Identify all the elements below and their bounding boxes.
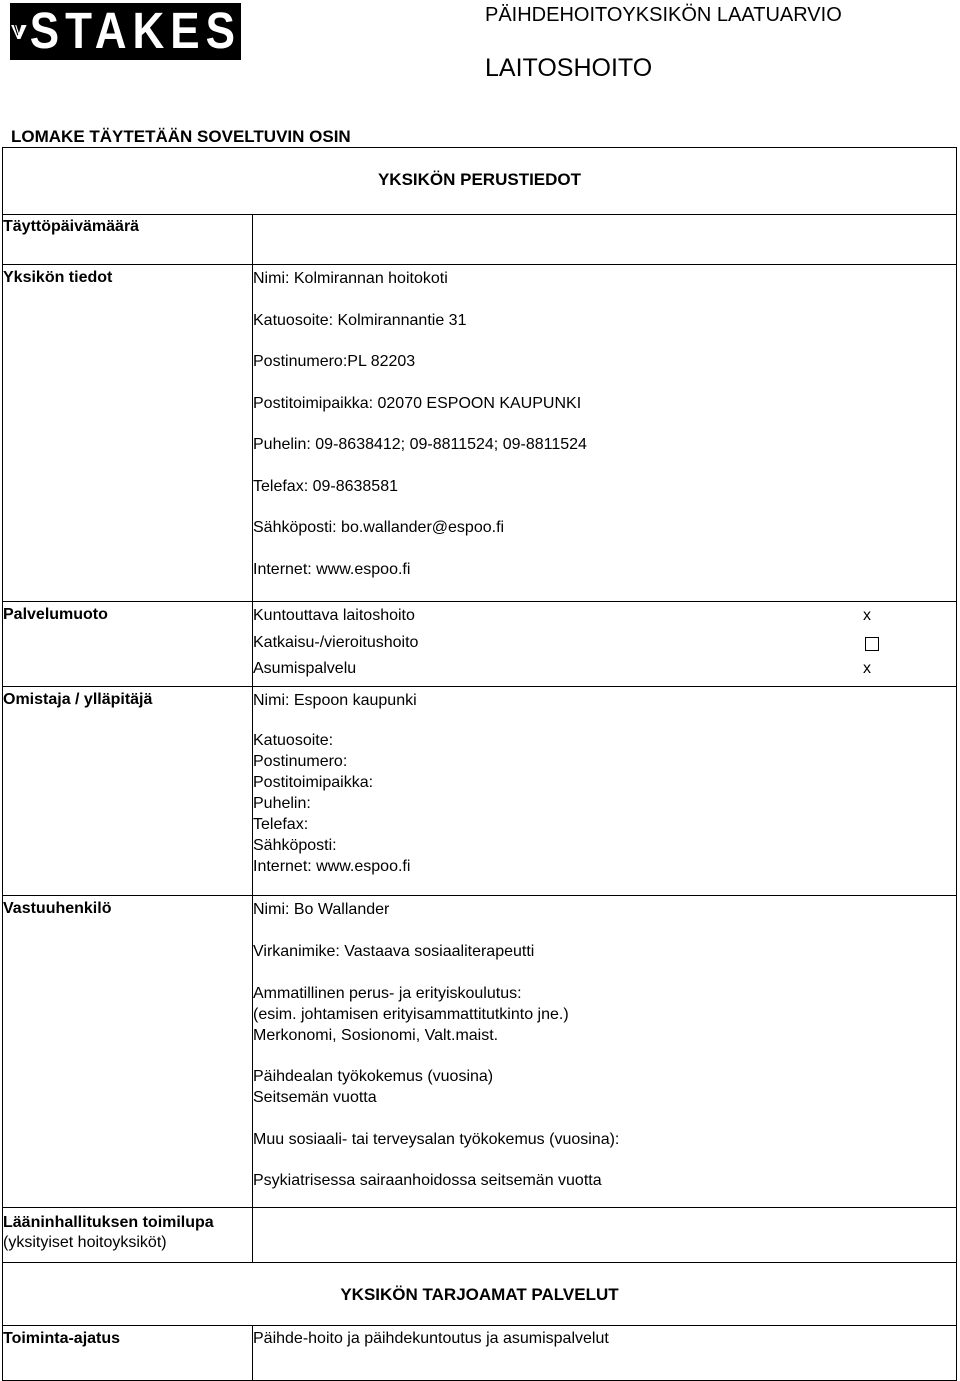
- unit-postal: Postinumero:PL 82203: [253, 353, 416, 370]
- form-instruction: LOMAKE TÄYTETÄÄN SOVELTUVIN OSIN: [11, 127, 351, 146]
- section-basic-info: YKSIKÖN PERUSTIEDOT: [3, 148, 957, 215]
- unit-name: Nimi: Kolmirannan hoitokoti: [253, 270, 448, 287]
- responsible-education: Merkonomi, Sosionomi, Valt.maist.: [253, 1026, 499, 1044]
- unit-email: Sähköposti: bo.wallander@espoo.fi: [253, 519, 505, 536]
- owner-city: Postitoimipaikka:: [253, 773, 374, 791]
- checkbox-icon[interactable]: [865, 637, 879, 651]
- unit-info-form: [2, 147, 957, 1381]
- owner-internet: Internet: www.espoo.fi: [253, 857, 411, 875]
- stakes-logo: [10, 3, 241, 60]
- responsible-name: Nimi: Bo Wallander: [253, 900, 390, 918]
- service-form-row: [3, 602, 957, 687]
- service-option-check[interactable]: x: [863, 607, 871, 624]
- unit-city: Postitoimipaikka: 02070 ESPOON KAUPUNKI: [253, 395, 582, 412]
- owner-postal: Postinumero:: [253, 752, 348, 770]
- fill-date-row: [3, 215, 957, 265]
- services-header-row: [3, 1262, 957, 1325]
- section-header-row: [3, 148, 957, 215]
- unit-fax: Telefax: 09-8638581: [253, 478, 398, 495]
- idea-label: Toiminta-ajatus: [3, 1325, 253, 1380]
- logo-mark-icon: [10, 9, 28, 55]
- unit-info-value: [253, 265, 957, 602]
- responsible-experience-heading: Päihdealan työkokemus (vuosina): [253, 1067, 494, 1085]
- service-form-label: Palvelumuoto: [3, 602, 253, 687]
- fill-date-value[interactable]: [253, 215, 957, 265]
- service-option-check[interactable]: x: [863, 660, 871, 677]
- license-label-main: Lääninhallituksen toimilupa: [3, 1213, 214, 1231]
- owner-fax: Telefax:: [253, 815, 309, 833]
- service-option: [253, 659, 956, 686]
- responsible-value: [253, 895, 957, 1207]
- responsible-education-heading: Ammatillinen perus- ja erityiskoulutus:: [253, 984, 522, 1002]
- responsible-label: Vastuuhenkilö: [3, 895, 253, 1207]
- fill-date-label: Täyttöpäivämäärä: [3, 215, 253, 265]
- idea-value: Päihde-hoito ja päihdekuntoutus ja asumispalvelut: [253, 1325, 957, 1380]
- owner-phone: Puhelin:: [253, 794, 311, 812]
- owner-row: [3, 686, 957, 895]
- unit-internet: Internet: www.espoo.fi: [253, 561, 411, 578]
- license-label: [3, 1207, 253, 1262]
- responsible-title: Virkanimike: Vastaava sosiaaliterapeutti: [253, 942, 535, 960]
- responsible-row: [3, 895, 957, 1207]
- service-option-label: Asumispalvelu: [253, 660, 357, 677]
- service-option-label: Katkaisu-/vieroitushoito: [253, 633, 419, 651]
- logo-text: STAKES: [29, 2, 241, 60]
- service-option: [253, 633, 956, 660]
- idea-row: [3, 1325, 957, 1380]
- unit-phone: Puhelin: 09-8638412; 09-8811524; 09-8811524: [253, 436, 587, 453]
- unit-street: Katuosoite: Kolmirannantie 31: [253, 312, 467, 329]
- document-subtitle: LAITOSHOITO: [485, 54, 653, 82]
- unit-info-row: [3, 265, 957, 602]
- owner-label: Omistaja / ylläpitäjä: [3, 686, 253, 895]
- responsible-other-experience-heading: Muu sosiaali- tai terveysalan työkokemus (vuosina):: [253, 1130, 620, 1148]
- license-label-note: (yksityiset hoitoyksiköt): [3, 1233, 167, 1251]
- owner-name: Nimi: Espoon kaupunki: [253, 691, 417, 709]
- license-row: [3, 1207, 957, 1262]
- responsible-education-hint: (esim. johtamisen erityisammattitutkinto jne.): [253, 1005, 569, 1023]
- service-option: [253, 606, 956, 633]
- owner-value: [253, 686, 957, 895]
- service-option-label: Kuntouttava laitoshoito: [253, 607, 415, 624]
- responsible-other-experience: Psykiatrisessa sairaanhoidossa seitsemän vuotta: [253, 1171, 602, 1189]
- owner-email: Sähköposti:: [253, 836, 337, 854]
- service-form-options: [253, 602, 957, 687]
- section-services: YKSIKÖN TARJOAMAT PALVELUT: [3, 1262, 957, 1325]
- unit-info-label: Yksikön tiedot: [3, 265, 253, 602]
- responsible-experience: Seitsemän vuotta: [253, 1088, 377, 1106]
- license-value[interactable]: [253, 1207, 957, 1262]
- owner-street: Katuosoite:: [253, 731, 334, 749]
- document-title: PÄIHDEHOITOYKSIKÖN LAATUARVIO: [485, 4, 842, 26]
